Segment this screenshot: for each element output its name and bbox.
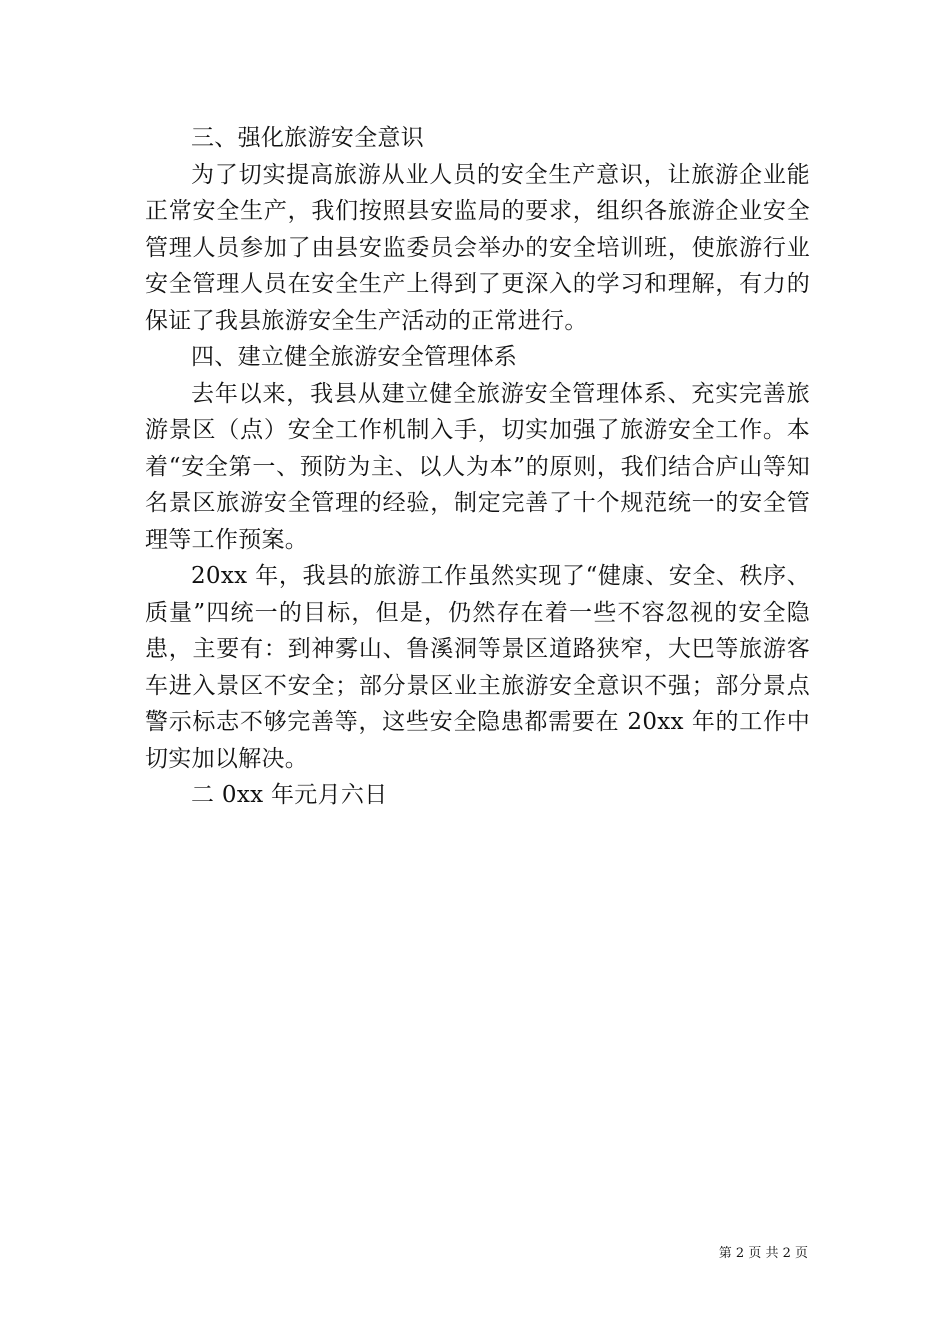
paragraph-hidden-dangers: 20xx 年，我县的旅游工作虽然实现了“健康、安全、秩序、质量”四统一的目标，但是，仍然存在着一些不容忽视的安全隐患，主要有：到神雾山、鲁溪洞等景区道路狭窄，大巴等旅游客车进入景区不安全；部分景区业主旅游安全意识不强；部分景点警示标志不够完善等，这些安全隐患都需要在 20xx 年的工作中切实加以解决。	[145, 563, 810, 772]
document-date: 二 0xx 年元月六日	[191, 782, 388, 808]
section-heading-3: 三、强化旅游安全意识	[191, 125, 424, 151]
document-body	[145, 120, 810, 814]
section-heading-4: 四、建立健全旅游安全管理体系	[191, 344, 518, 370]
page-number-footer: 第 2 页 共 2 页	[718, 1246, 808, 1261]
paragraph-safety-system: 去年以来，我县从建立健全旅游安全管理体系、充实完善旅游景区（点）安全工作机制入手，切实加强了旅游安全工作。本着“安全第一、预防为主、以人为本”的原则，我们结合庐山等知名景区旅游安全管理的经验，制定完善了十个规范统一的安全管理等工作预案。	[145, 380, 810, 553]
paragraph-safety-training: 为了切实提高旅游从业人员的安全生产意识，让旅游企业能正常安全生产，我们按照县安监局的要求，组织各旅游企业安全管理人员参加了由县安监委员会举办的安全培训班，使旅游行业安全管理人员在安全生产上得到了更深入的学习和理解，有力的保证了我县旅游安全生产活动的正常进行。	[145, 161, 810, 334]
